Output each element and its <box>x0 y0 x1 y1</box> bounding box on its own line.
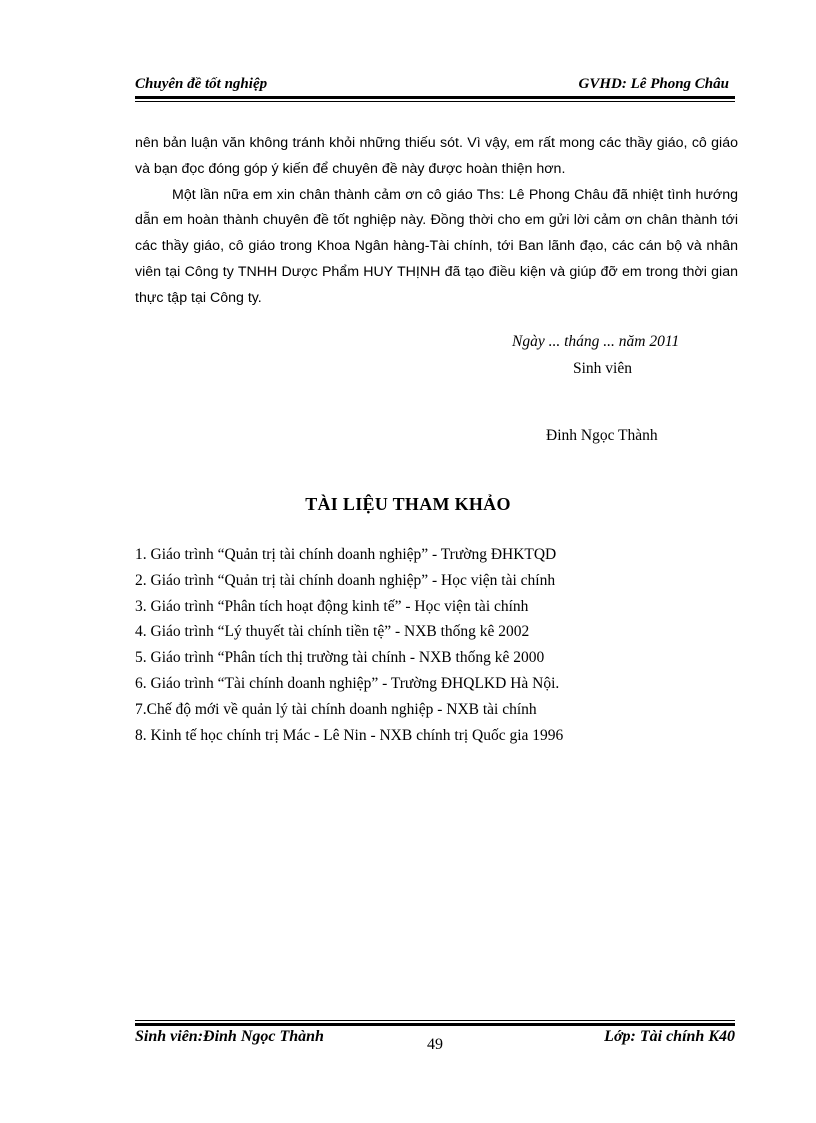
paragraph-1: nên bản luận văn không tránh khỏi những thiếu sót. Vì vậy, em rất mong các thầy giáo, cô giáo và bạn đọc đóng góp ý kiến để chuyên đề này được hoàn thiện hơn. <box>135 135 738 177</box>
header-left-title: Chuyên đề tốt nghiệp <box>135 76 268 92</box>
footer-student: Sinh viên:Đinh Ngọc Thành <box>135 1028 324 1045</box>
reference-item: 2. Giáo trình “Quản trị tài chính doanh nghiệp” - Học viện tài chính <box>135 571 556 589</box>
footer-class: Lớp: Tài chính K40 <box>604 1028 735 1045</box>
reference-item: 3. Giáo trình “Phân tích hoạt động kinh tế” - Học viện tài chính <box>135 597 529 615</box>
paragraph-2: Một lần nữa em xin chân thành cảm ơn cô giáo Ths: Lê Phong Châu đã nhiệt tình hướng dẫn em hoàn thành chuyên đề tốt nghiệp này. Đồng thời cho em gửi lời cảm ơn chân thành tới các thầy giáo, cô giáo trong Khoa Ngân hàng-Tài chính, tới Ban lãnh đạo, các cán bộ và nhân viên tại Công ty TNHH Dược Phẩm HUY THỊNH đã tạo điều kiện và giúp đỡ em trong thời gian thực tập tại Công ty. <box>135 186 738 306</box>
reference-item: 7.Chế độ mới về quản lý tài chính doanh nghiệp - NXB tài chính <box>135 700 537 718</box>
signature-role: Sinh viên <box>573 360 632 377</box>
footer-rule-thin <box>135 1020 735 1021</box>
reference-item: 6. Giáo trình “Tài chính doanh nghiệp” - Trường ĐHQLKD Hà Nội. <box>135 674 560 692</box>
header-right-supervisor: GVHD: Lê Phong Châu <box>578 76 729 92</box>
page-number: 49 <box>427 1036 443 1053</box>
footer-rule-thick <box>135 1023 735 1026</box>
signature-date: Ngày ... tháng ... năm 2011 <box>512 333 680 350</box>
page-header <box>135 74 735 96</box>
references-list <box>135 542 563 748</box>
reference-item: 5. Giáo trình “Phân tích thị trường tài chính - NXB thống kê 2000 <box>135 649 545 667</box>
header-rule-thick <box>135 96 735 99</box>
reference-item: 4. Giáo trình “Lý thuyết tài chính tiền tệ” - NXB thống kê 2002 <box>135 623 530 641</box>
signature-name: Đinh Ngọc Thành <box>546 427 658 444</box>
reference-item: 1. Giáo trình “Quản trị tài chính doanh nghiệp” - Trường ĐHKTQD <box>135 546 557 563</box>
body-text <box>135 131 738 312</box>
header-rule-thin <box>135 101 735 102</box>
reference-item: 8. Kinh tế học chính trị Mác - Lê Nin - NXB chính trị Quốc gia 1996 <box>135 726 564 744</box>
references-title: TÀI LIỆU THAM KHẢO <box>305 494 511 514</box>
